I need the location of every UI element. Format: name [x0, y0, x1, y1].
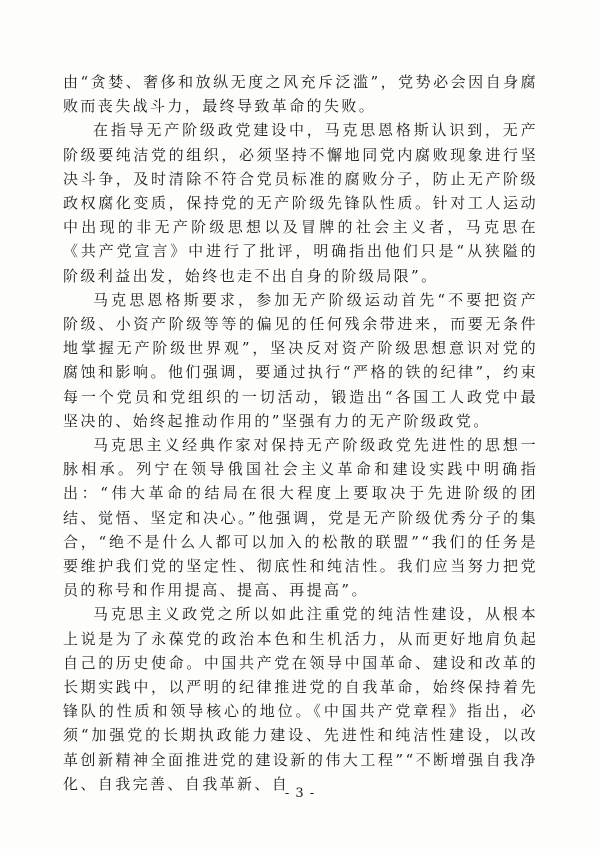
paragraph: 在指导无产阶级政党建设中，马克思恩格斯认识到，无产阶级要纯洁党的组织，必须坚持不懈地同党内腐败现象进行坚决斗争，及时清除不符合党员标准的腐败分子，防止无产阶级政权腐化变质，保持党的无产阶级先锋队性质。针对工人运动中出现的非无产阶级思想以及冒牌的社会主义者，马克思在《共产党宣言》中进行了批评，明确指出他们只是“从狭隘的阶级利益出发，始终也走不出自身的阶级局限”。 [63, 121, 538, 285]
paragraph: 马克思恩格斯要求，参加无产阶级运动首先“不要把资产阶级、小资产阶级等等的偏见的任何残余带进来，而要无条件地掌握无产阶级世界观”，坚决反对资产阶级思想意识对党的腐蚀和影响。他们强调，要通过执行“严格的铁的纪律”，约束每一个党员和党组织的一切活动，锻造出“各国工人政党中最坚决的、始终起推动作用的”坚强有力的无产阶级政党。 [63, 290, 538, 430]
paragraph: 马克思主义经典作家对保持无产阶级政党先进性的思想一脉相承。列宁在领导俄国社会主义革命和建设实践中明确指出：“伟大革命的结局在很大程度上要取决于先进阶级的团结、觉悟、坚定和决心。”他强调，党是无产阶级优秀分子的集合，“绝不是什么人都可以加入的松散的联盟”“我们的任务是要维护我们党的坚定性、彻底性和纯洁性。我们应当努力把党员的称号和作用提高、提高、再提高”。 [63, 436, 538, 600]
paragraph: 马克思主义政党之所以如此注重党的纯洁性建设，从根本上说是为了永葆党的政治本色和生机活力，从而更好地肩负起自己的历史使命。中国共产党在领导中国革命、建设和改革的长期实践中，以严明的纪律推进党的自我革命，始终保持着先锋队的性质和领导核心的地位。《中国共产党章程》指出，必须“加强党的长期执政能力建设、先进性和纯洁性建设，以改革创新精神全面推进党的建设新的伟大工程”“不断增强自我净化、自我完善、自我革新、自 [63, 605, 538, 793]
page-body [63, 70, 538, 796]
paragraph: 由“贪婪、奢侈和放纵无度之风充斥泛滥”，党势必会因自身腐败而丧失战斗力，最终导致革命的失败。 [63, 73, 538, 116]
page-number: - 3 - [284, 786, 316, 801]
